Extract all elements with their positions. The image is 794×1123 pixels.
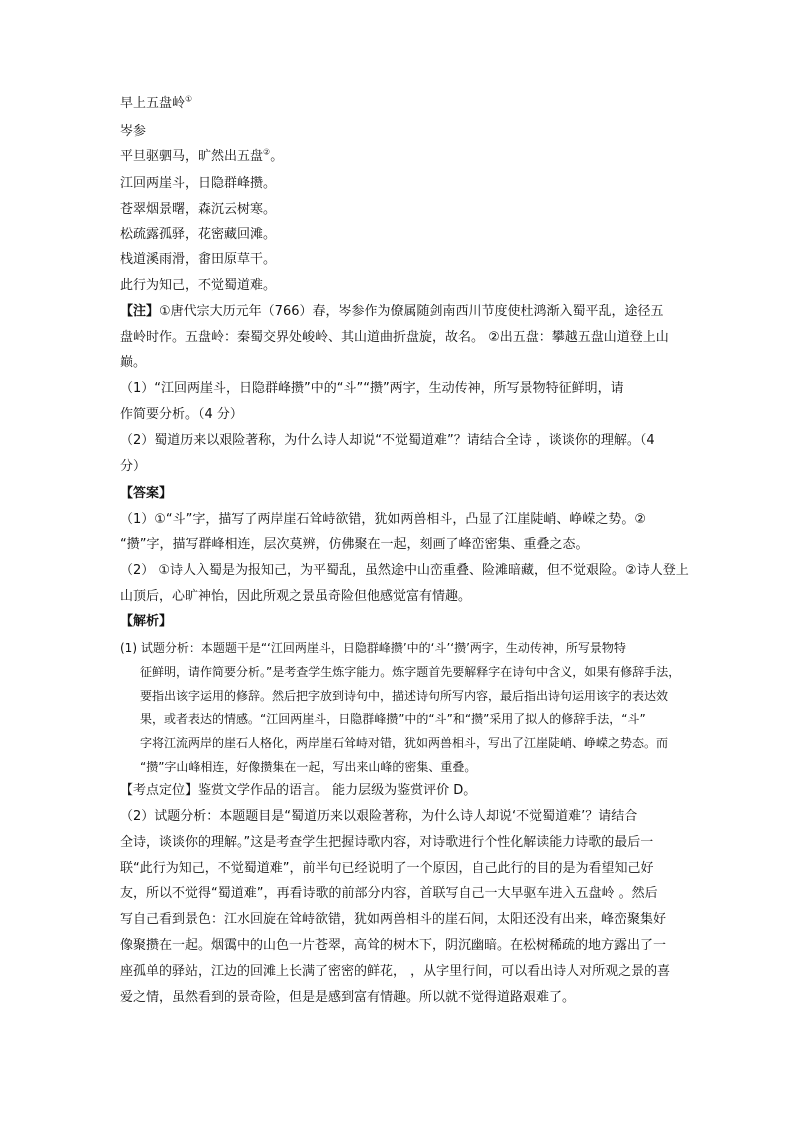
analysis-heading: 【解析】	[120, 614, 173, 629]
analysis-2-line-4: 友，所以不觉得“蜀道难”，再看诗歌的前部分内容，首联写自己一大早驱车进入五盘岭 。然后	[120, 886, 658, 901]
answer-1-line-2: “攒”字，描写群峰相连，层次莫辨，仿佛聚在一起，刻画了峰峦密集、重叠之态。	[120, 537, 589, 552]
answer-heading: 【答案】	[120, 486, 173, 501]
poem-line-6: 此行为知己，不觉蜀道难。	[120, 278, 277, 293]
poem-line-3: 苍翠烟景曙，森沉云树寒。	[120, 202, 277, 217]
analysis-2-line-2: 全诗，谈谈你的理解。”这是考查学生把握诗歌内容，对诗歌进行个性化解读能力诗歌的最后一	[120, 835, 654, 850]
analysis-1-line-5: 字将江流两岸的崖石人格化，两岸崖石耸峙对错，犹如两兽相斗，写出了江崖陡峭、峥嵘之势态。而	[140, 736, 669, 750]
analysis-1-line-1: (1) 试题分析：本题题干是“‘江回两崖斗，日隐群峰攒’中的‘斗’‘攒’两字，生动传神，所写景物特	[120, 641, 626, 655]
answer-1-line-1: （1）①“斗”字，描写了两岸崖石耸峙欲错，犹如两兽相斗，凸显了江崖陡峭、峥嵘之势。②	[120, 512, 647, 527]
question-1-line-2: 作简要分析。（4 分）	[120, 407, 243, 422]
analysis-2-line-5: 写自己看到景色：江水回旋在耸峙欲错，犹如两兽相斗的崖石间，太阳还没有出来，峰峦聚集好	[120, 912, 667, 927]
notes-line-1: 【注】①唐代宗大历元年（766）春，岑参作为僚属随剑南西川节度使杜鸿渐入蜀平乱，途径五	[120, 304, 664, 319]
notes-heading: 【注】	[120, 304, 160, 319]
poem-line-1: 平旦驱驷马，旷然出五盘②。	[120, 147, 284, 164]
poem-author: 岑参	[120, 124, 147, 139]
question-1-line-1: （1）“江回两崖斗，日隐群峰攒”中的“斗”“攒”两字，生动传神，所写景物特征鲜明，请	[120, 381, 624, 396]
analysis-1-line-4: 果，或者表达的情感。“江回两崖斗，日隐群峰攒”中的“斗”和“攒”采用了拟人的修辞手法，“斗”	[140, 712, 646, 726]
note-mark-2: ②	[263, 147, 271, 157]
answer-2-line-1: （2） ①诗人入蜀是为报知己，为平蜀乱，虽然途中山峦重叠、险滩暗藏，但不觉艰险。②诗人登上	[120, 563, 689, 578]
question-2-line-2: 分）	[120, 459, 147, 474]
analysis-2-line-7: 座孤单的驿站，江边的回滩上长满了密密的鲜花， ，从字里行间，可以看出诗人对所观之景的喜	[120, 964, 671, 979]
notes-line-2: 盘岭时作。五盘岭：秦蜀交界处峻岭、其山道曲折盘旋，故名。 ②出五盘：攀越五盘山道登上山	[120, 330, 669, 345]
note-mark-1: ①	[185, 94, 193, 104]
analysis-2-line-1: （2）试题分析：本题题目是“蜀道历来以艰险著称，为什么诗人却说‘不觉蜀道难’？请结合	[120, 809, 638, 824]
poem-line-2: 江回两崖斗，日隐群峰攒。	[120, 176, 277, 191]
analysis-2-line-8: 爱之情，虽然看到的景奇险，但是是感到富有情趣。所以就不觉得道路艰难了。	[120, 990, 576, 1005]
analysis-2-line-6: 像聚攒在一起。烟霭中的山色一片苍翠，高耸的树木下，阴沉幽暗。在松树稀疏的地方露出了一	[120, 938, 667, 953]
poem-line-5: 栈道溪雨滑，畬田原草干。	[120, 252, 277, 267]
question-2-line-1: （2）蜀道历来以艰险著称，为什么诗人却说“不觉蜀道难”？请结合全诗 ，谈谈你的理解。（4	[120, 433, 655, 448]
analysis-2-line-3: 联“此行为知己，不觉蜀道难”，前半句已经说明了一个原因，自己此行的目的是为看望知己好	[120, 861, 654, 876]
analysis-1-line-2: 征鲜明，请作简要分析。”是考查学生炼字能力。炼字题首先要解释字在诗句中含义，如果有修辞手法，	[140, 665, 681, 679]
analysis-1-line-3: 要指出该字运用的修辞。然后把字放到诗句中，描述诗句所写内容，最后指出诗句运用该字的表达效	[140, 689, 669, 703]
analysis-1-line-6: “攒”字山峰相连，好像攒集在一起，写出来山峰的密集、重叠。	[140, 760, 477, 774]
answer-2-line-2: 山顶后，心旷神怡，因此所观之景虽奇险但他感觉富有情趣。	[120, 589, 472, 604]
kaodian-line: 【考点定位】鉴赏文学作品的语言。 能力层级为鉴赏评价 D。	[120, 783, 477, 798]
poem-line-4: 松疏露孤驿，花密藏回滩。	[120, 227, 277, 242]
poem-title: 早上五盘岭①	[120, 94, 193, 111]
notes-line-3: 巅。	[120, 355, 147, 370]
